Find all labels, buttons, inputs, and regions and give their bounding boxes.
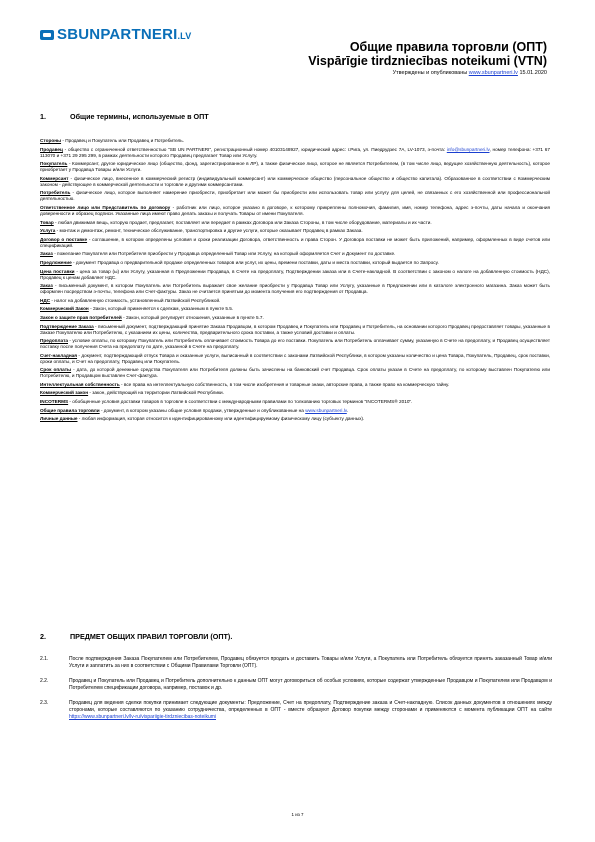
page-number: 1 из 7: [291, 812, 304, 817]
definition-item: [40, 338, 550, 350]
definition-text: - соглашение, в котором определены условия и сроки реализации Договора, ответственность и права Сторон. У Договора поставки не может быть приложений, например, оформленных в виде счетов или спецификаций.: [40, 236, 550, 248]
title-lv: Vispārīgie tirdzniecības noteikumi (VTN): [308, 54, 547, 68]
logo-main-text: SBUN: [57, 26, 101, 43]
definition-item: [40, 228, 550, 234]
definition-item: [40, 220, 550, 226]
document-title-block: [308, 40, 547, 76]
definition-text: - физическое лицо, которое выполняет намерение приобрести, приобретает или может бы приобрести или использовать товар или услугу для целей, не связанных с его хозяйственной или профессиональной деятельностью.: [40, 190, 550, 202]
definition-term: Предоплата: [40, 338, 68, 344]
logo-text: [57, 26, 191, 43]
section-1-number: 1.: [40, 112, 46, 121]
definition-text: - работник или лицо, которое указано в договоре, к которому прикреплены полномочия, фамилия, имя, номер телефона, адрес э-почты, даты начала и окончания доверенности и образец подписи. Указанные лица имеют право делать заказы и получать Товары от имени Покупателя.: [40, 204, 550, 216]
definition-term: Услуга: [40, 228, 56, 234]
section-2-number: 2.: [40, 632, 46, 641]
clause-body: [69, 678, 552, 691]
definition-item: [40, 315, 550, 321]
definition-text: - Закон, который регулирует отношения, указанные в пункте 5.7.: [121, 314, 264, 320]
definition-text: - все права на интеллектуальную собственность, в том числе изобретения и товарные знаки, авторские права, а также право на коммерческую тайну.: [119, 381, 450, 387]
clause-number: 2.2.: [40, 678, 49, 685]
definition-item: [40, 382, 550, 388]
definition-text: - обобщенные условия доставки товаров в торговле в соответствии с международными правилами по толкованию торговых терминов "INCOTERMS® 2010".: [68, 399, 413, 405]
approval-link[interactable]: www.sbunpartneri.lv: [468, 70, 518, 76]
section-1-title: Общие термины, используемые в ОПТ: [70, 112, 209, 121]
definition-term: Потребитель: [40, 190, 71, 196]
definition-term: Договор о поставке: [40, 236, 88, 242]
clause-number: 2.3.: [40, 700, 49, 707]
definition-term: INCOTERMS: [40, 399, 69, 405]
company-logo: [40, 26, 191, 43]
definition-text: - Продавец и Покупатель или Продавец и Потребитель.: [61, 138, 185, 143]
definition-item: [40, 353, 550, 365]
definition-text: - письменный документ, в котором Покупатель или Потребитель выражает свое желание приобрести у Продавца Товар или Услугу, указанные в Предложении или в каталоге электронного магазина. Заказ может быть оформлен посредством э-почты, телефона или Счет-фактуры. Заказ не считается принятым до момента получения его подтверждения от Продавца.: [40, 283, 550, 295]
definition-link[interactable]: www.sbunpartneri.lv: [305, 407, 347, 413]
definition-text: - закон, действующий на территории Латвийской Республики.: [88, 390, 224, 396]
clauses-list: [40, 656, 552, 729]
definition-term: Коммерсант: [40, 175, 69, 181]
clause-number: 2.1.: [40, 656, 49, 662]
definition-text: - документ, в котором указаны общие условия продажи, утвержденные и опубликованные на: [99, 407, 306, 413]
definition-term: НДС: [40, 297, 51, 303]
definition-term: Интеллектуальная собственность: [40, 381, 120, 387]
definition-text-cont: , номер телефона: +371 67 113070 и +371 29 295 299, в рамках деятельности которого Продавец предлагает Товар или Услугу.: [40, 146, 550, 158]
logo-mark-icon: [40, 30, 54, 40]
approval-line: [308, 70, 547, 76]
definition-item: [40, 306, 550, 312]
definition-term: Счет-накладная: [40, 352, 78, 358]
definition-text: - дата, до которой денежные средства Покупателя или Потребителя должны быть зачислены на банковский счет Продавца. Срок оплаты указан в Счете на предоплату, по которому выставлен Покупателю или Потребителю, и Продавцом выставлен Счет-фактура.: [40, 367, 550, 379]
definition-text: - любая движимая вещь, которую продает, предлагает, поставляет или передает в рамках Договора или Заказа Стороны, в том числе оборудование, материалы и их части.: [53, 219, 432, 225]
definition-item: [40, 260, 550, 266]
definition-term: Ответственное лицо или Представитель по договору: [40, 204, 171, 210]
definition-term: Общие правила торговли: [40, 407, 100, 413]
logo-tld-text: .LV: [177, 31, 192, 41]
logo-partneri-text: PARTNERI: [100, 26, 178, 43]
title-ru: Общие правила торговли (ОПТ): [349, 40, 547, 54]
definition-item: [40, 416, 550, 422]
definition-text: - документ Продавца о предварительной продаже определенных товаров или услуг, их цены, времени поставки, даты и места поставки, который выдается по Запросу.: [71, 259, 439, 265]
definition-item: [40, 269, 550, 281]
definition-item: [40, 190, 550, 202]
clause-item: [40, 656, 552, 669]
clause-body: [69, 700, 552, 720]
definition-item: [40, 138, 550, 144]
definition-item: [40, 367, 550, 379]
definition-text: - документ, подтверждающий отпуск Товара и оказанные услуги, выписанный в соответствии с законами Латвийской Республики, в котором указаны количество и цена Товара, Покупатель, Продавец, срок поставки, сроки оплаты, и Счет на предоплату, Продавец или Покупатель.: [40, 352, 550, 364]
definition-text: - цена за товар (ы) или Услугу, указанная в Предложении Продавца, в Счете на предоплату, Подтверждении заказа или в Счете-накладной. В соответствии с законом о налоге на добавленную стоимость (НДС), Продавец к ценам добавляет НДС.: [40, 268, 550, 280]
definition-text: - письменный документ, подтверждающий принятие Заказа Продавцом, в котором Продавец и Покупатель или Продавец и Потребитель, на основании которого Продавец предоставляет товары, указанные в Заказе Покупателю или Потребителю, с указанием их цены, количества, предварительного срока поставки, а также условий доставки и оплаты.: [40, 323, 550, 335]
clause-text: После подтверждения Заказа Покупателем или Потребителем, Продавец обязуется продать и доставить Товары и/или Услуги, а Покупатель или Потребитель обязуется принять заказанный Товар и/или Услуги и заплатить за них в соответствии с Общими Правилами Торговли (ОПТ).: [69, 656, 552, 669]
definition-text: - общество с ограниченной ответственностью "SB UN PARTNERI", регистрационный номер 40103148927, юридический адрес: г.Рига, ул. Пиедрудзес 7A, LV-1073, э-почта:: [62, 146, 447, 152]
definition-item: [40, 161, 550, 173]
definition-term: Заказ: [40, 251, 53, 257]
approval-text: Утверждены и опубликованы: [392, 70, 468, 76]
definition-item: [40, 147, 550, 159]
approval-date: 15.01.2020: [519, 70, 547, 76]
definition-item: [40, 237, 550, 249]
definitions-list: [40, 138, 550, 425]
definition-item: [40, 390, 550, 396]
definition-text: - условие оплаты, по которому Покупатель или Потребитель оплачивает стоимость Товара до его поставки. Покупатель или Потребитель оплачивает сумму, указанную в Счете на предоплату, и Продавец осуществляет поставку после получения Счета на предоплату по дате, указанной в Счете на предоплату.: [40, 338, 550, 350]
definition-term: Цена поставки: [40, 268, 75, 274]
definition-term: Заказ: [40, 283, 53, 289]
definition-item: [40, 251, 550, 257]
definition-term: Товар: [40, 219, 54, 225]
definition-item: [40, 205, 550, 217]
definition-item: [40, 283, 550, 295]
definition-term: Закон о защите прав потребителей: [40, 314, 122, 320]
definition-text-cont: .: [346, 407, 349, 413]
definition-item: [40, 408, 550, 414]
definition-term: Коммерческий закон: [40, 390, 89, 396]
definition-text: - Коммерсант, другое юридическое лицо (общество, фонд, зарегистрированное в ЛР), а также физическое лицо, которое не является Потребителем, (в том числе лицо, ведущее хозяйственную деятельность), которое приобретает у Продавца Товары и/или Услуги.: [40, 161, 550, 173]
definition-term: Предложение: [40, 259, 72, 265]
clause-body: [69, 656, 552, 669]
section-2-heading: [40, 632, 232, 641]
definition-item: [40, 324, 550, 336]
definition-text: - пожелание Покупателя или Потребителя приобрести у Продавца определенный Товар или Услугу, на который оформляется Счет и Документ по доставке.: [52, 251, 396, 257]
section-2-title: ПРЕДМЕТ ОБЩИХ ПРАВИЛ ТОРГОВЛИ (ОПТ).: [70, 632, 233, 641]
definition-link[interactable]: info@sbunpartneri.lv: [446, 146, 490, 152]
definition-term: Срок оплаты: [40, 367, 72, 373]
definition-term: Стороны: [40, 138, 62, 143]
definition-term: Коммерческий Закон: [40, 306, 89, 312]
definition-text: - любая информация, которая относится к идентифицированному или идентифицируемому физическому лицу (субъекту данных).: [77, 416, 365, 422]
section-1-heading: [40, 112, 209, 121]
definition-item: [40, 176, 550, 188]
definition-item: [40, 399, 550, 405]
definition-text: - физическое лицо, внесенное в коммерческий регистр (индивидуальный коммерсант) или коммерческое общество (персональное общество и общество капитала). Образованное в соответствии с Коммерческим законом - действующее в коммерческой деятельности и торговле и другими коммерсантами.: [40, 175, 550, 187]
definition-text: - монтаж и демонтаж, ремонт, техническое обслуживание, транспортировка и другие услуги, которые оказывает Продавец в рамках Заказа.: [55, 228, 363, 234]
definition-text: - налог на добавленную стоимость, установленный Латвийской Республикой.: [50, 297, 221, 303]
definition-term: Личные данные: [40, 416, 78, 422]
definition-term: Покупатель: [40, 161, 68, 167]
clause-text: Продавец для ведения сделки покупки принимает следующие документы: Предложение, Счет на предоплату, Подтверждение заказа и Счет-накладную. Список данных документов в отношениях между сторонами, которые составляются по указанию сотрудничества, определенных в ОПТ - вместе образуют Договор покупки между сторонами и применяются с момента публикации ОПТ на сайте: [69, 700, 552, 713]
clause-item: [40, 678, 552, 691]
clause-text: Продавец и Покупатель или Продавец и Потребитель дополнительно к данным ОПТ могут договориться об особых условиях, которые содержат утвержденные Продавцом и Покупателем или Продавцом и Потребителем спецификации договора, например, поставок и др.: [69, 678, 552, 691]
definition-term: Подтверждение Заказа: [40, 323, 94, 329]
clause-item: [40, 700, 552, 720]
definition-text: - Закон, который применяется к сделкам, указанным в пункте 5.5.: [88, 306, 234, 312]
definition-term: Продавец: [40, 146, 63, 152]
clause-link[interactable]: https://www.sbunpartneri.lv/lv-ru/vispariigie-tirdzniecibas-noteikumi: [69, 713, 216, 720]
definition-item: [40, 298, 550, 304]
